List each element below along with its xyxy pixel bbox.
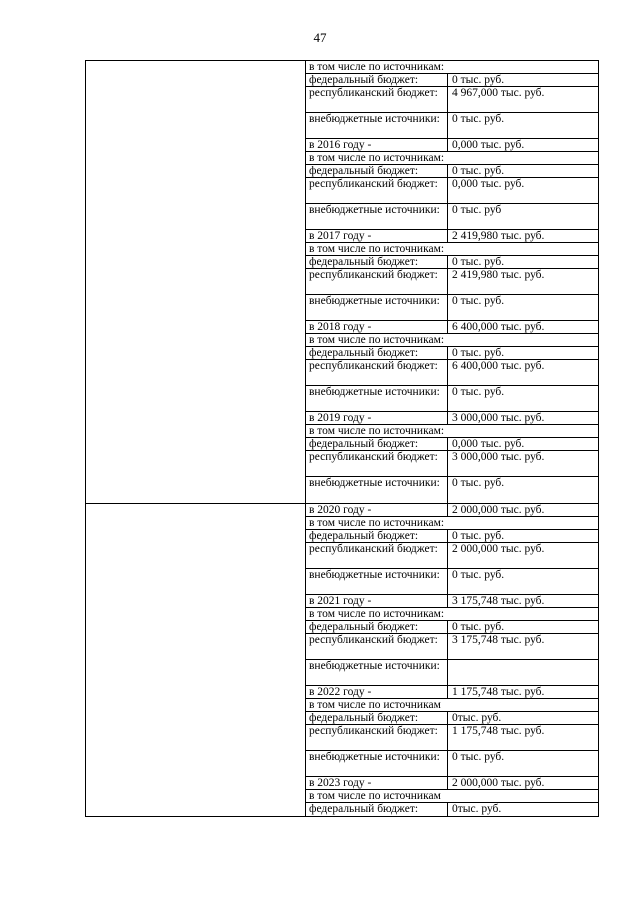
row-label: федеральный бюджет: bbox=[306, 256, 448, 268]
sources-header-text: в том числе по источникам: bbox=[309, 334, 445, 346]
row-value: 0 тыс. руб. bbox=[452, 256, 505, 268]
row-label: внебюджетные источники: bbox=[306, 751, 448, 776]
table-row bbox=[306, 230, 598, 243]
row-label: внебюджетные источники: bbox=[306, 204, 448, 229]
sources-header-text: в том числе по источникам: bbox=[309, 608, 445, 620]
row-value: 1 175,748 тыс. руб. bbox=[452, 686, 545, 698]
row-value: 0,000 тыс. руб. bbox=[452, 438, 525, 450]
row-label: в 2019 году - bbox=[306, 412, 448, 424]
table-row bbox=[306, 74, 598, 87]
row-value: 4 967,000 тыс. руб. bbox=[452, 87, 545, 99]
row-label: внебюджетные источники: bbox=[306, 113, 448, 138]
sources-header-row bbox=[306, 517, 598, 530]
row-label: республиканский бюджет: bbox=[306, 451, 448, 476]
row-value: 2 419,980 тыс. руб. bbox=[452, 230, 545, 242]
table-row bbox=[306, 139, 598, 152]
row-label: республиканский бюджет: bbox=[306, 178, 448, 203]
row-value: 0,000 тыс. руб. bbox=[452, 178, 525, 190]
row-label: республиканский бюджет: bbox=[306, 87, 448, 112]
row-value: 0 тыс. руб. bbox=[452, 530, 505, 542]
row-value: 0 тыс. руб. bbox=[452, 477, 505, 489]
table-row bbox=[306, 686, 598, 699]
table-row bbox=[306, 360, 598, 386]
table-row bbox=[306, 504, 598, 517]
row-label: внебюджетные источники: bbox=[306, 660, 448, 685]
table-row bbox=[306, 621, 598, 634]
table-block bbox=[86, 61, 598, 503]
page-number: 47 bbox=[313, 30, 327, 45]
row-label: федеральный бюджет: bbox=[306, 438, 448, 450]
table-row bbox=[306, 543, 598, 569]
row-value: 6 400,000 тыс. руб. bbox=[452, 321, 545, 333]
table-row bbox=[306, 451, 598, 477]
row-label: в 2023 году - bbox=[306, 777, 448, 789]
row-label: федеральный бюджет: bbox=[306, 621, 448, 633]
row-label: федеральный бюджет: bbox=[306, 74, 448, 86]
table-row bbox=[306, 204, 598, 230]
row-value: 2 000,000 тыс. руб. bbox=[452, 504, 545, 516]
row-value: 2 419,980 тыс. руб. bbox=[452, 269, 545, 281]
table-row bbox=[306, 269, 598, 295]
table-row bbox=[306, 803, 598, 816]
row-label: федеральный бюджет: bbox=[306, 712, 448, 724]
row-label: федеральный бюджет: bbox=[306, 347, 448, 359]
table-block bbox=[86, 503, 598, 816]
table-row bbox=[306, 725, 598, 751]
row-value: 0 тыс. руб. bbox=[452, 113, 505, 125]
sources-header-row bbox=[306, 334, 598, 347]
table-row bbox=[306, 477, 598, 503]
row-label: федеральный бюджет: bbox=[306, 530, 448, 542]
row-value bbox=[448, 660, 598, 685]
table-row bbox=[306, 712, 598, 725]
row-label: в 2016 году - bbox=[306, 139, 448, 151]
row-label: федеральный бюджет: bbox=[306, 803, 448, 816]
sources-header-row bbox=[306, 790, 598, 803]
table-row bbox=[306, 777, 598, 790]
row-label: в 2021 году - bbox=[306, 595, 448, 607]
row-value: 3 000,000 тыс. руб. bbox=[452, 451, 545, 463]
table-row bbox=[306, 113, 598, 139]
row-value: 0 тыс. руб. bbox=[452, 295, 505, 307]
row-value: 6 400,000 тыс. руб. bbox=[452, 360, 545, 372]
row-value: 2 000,000 тыс. руб. bbox=[452, 777, 545, 789]
row-label: республиканский бюджет: bbox=[306, 360, 448, 385]
row-label: республиканский бюджет: bbox=[306, 269, 448, 294]
sources-header-text: в том числе по источникам bbox=[309, 790, 441, 802]
sources-header-row bbox=[306, 243, 598, 256]
row-value: 3 175,748 тыс. руб. bbox=[452, 595, 545, 607]
row-value: 0 тыс. руб. bbox=[452, 165, 505, 177]
table-row bbox=[306, 386, 598, 412]
row-label: республиканский бюджет: bbox=[306, 543, 448, 568]
row-value: 0тыс. руб. bbox=[452, 712, 502, 724]
table-row bbox=[306, 530, 598, 543]
row-value: 0,000 тыс. руб. bbox=[452, 139, 525, 151]
sources-header-text: в том числе по источникам: bbox=[309, 243, 445, 255]
table-row bbox=[306, 178, 598, 204]
funding-rows bbox=[306, 61, 598, 503]
table-row bbox=[306, 660, 598, 686]
sources-header-row bbox=[306, 61, 598, 74]
row-value: 3 175,748 тыс. руб. bbox=[452, 634, 545, 646]
sources-header-row bbox=[306, 152, 598, 165]
row-label: республиканский бюджет: bbox=[306, 725, 448, 750]
table-row bbox=[306, 87, 598, 113]
row-value: 0 тыс. руб. bbox=[452, 751, 505, 763]
row-label: федеральный бюджет: bbox=[306, 165, 448, 177]
row-label: внебюджетные источники: bbox=[306, 295, 448, 320]
sources-header-row bbox=[306, 425, 598, 438]
table-row bbox=[306, 321, 598, 334]
row-value: 0 тыс. руб. bbox=[452, 621, 505, 633]
table-row bbox=[306, 569, 598, 595]
table-row bbox=[306, 595, 598, 608]
row-label: внебюджетные источники: bbox=[306, 569, 448, 594]
row-label: в 2020 году - bbox=[306, 504, 448, 516]
funding-rows bbox=[306, 504, 598, 816]
row-value: 0 тыс. руб bbox=[452, 204, 502, 216]
empty-left-cell bbox=[86, 61, 306, 503]
table-row bbox=[306, 165, 598, 178]
funding-table bbox=[85, 60, 599, 817]
row-label: внебюджетные источники: bbox=[306, 386, 448, 411]
row-label: республиканский бюджет: bbox=[306, 634, 448, 659]
table-row bbox=[306, 634, 598, 660]
table-row bbox=[306, 256, 598, 269]
sources-header-text: в том числе по источникам: bbox=[309, 517, 445, 529]
sources-header-text: в том числе по источникам: bbox=[309, 61, 445, 73]
row-value: 0 тыс. руб. bbox=[452, 74, 505, 86]
row-label: в 2018 году - bbox=[306, 321, 448, 333]
table-row bbox=[306, 347, 598, 360]
sources-header-text: в том числе по источникам: bbox=[309, 425, 445, 437]
row-value: 3 000,000 тыс. руб. bbox=[452, 412, 545, 424]
row-label: в 2022 году - bbox=[306, 686, 448, 698]
row-value: 0 тыс. руб. bbox=[452, 569, 505, 581]
row-value: 0 тыс. руб. bbox=[452, 347, 505, 359]
sources-header-text: в том числе по источникам bbox=[309, 699, 441, 711]
table-row bbox=[306, 438, 598, 451]
sources-header-row bbox=[306, 608, 598, 621]
row-label: внебюджетные источники: bbox=[306, 477, 448, 503]
table-row bbox=[306, 295, 598, 321]
row-value: 0 тыс. руб. bbox=[452, 386, 505, 398]
sources-header-row bbox=[306, 699, 598, 712]
table-row bbox=[306, 412, 598, 425]
row-value: 1 175,748 тыс. руб. bbox=[452, 725, 545, 737]
row-label: в 2017 году - bbox=[306, 230, 448, 242]
row-value: 0тыс. руб. bbox=[452, 803, 502, 815]
table-row bbox=[306, 751, 598, 777]
empty-left-cell bbox=[86, 504, 306, 816]
row-value: 2 000,000 тыс. руб. bbox=[452, 543, 545, 555]
sources-header-text: в том числе по источникам: bbox=[309, 152, 445, 164]
